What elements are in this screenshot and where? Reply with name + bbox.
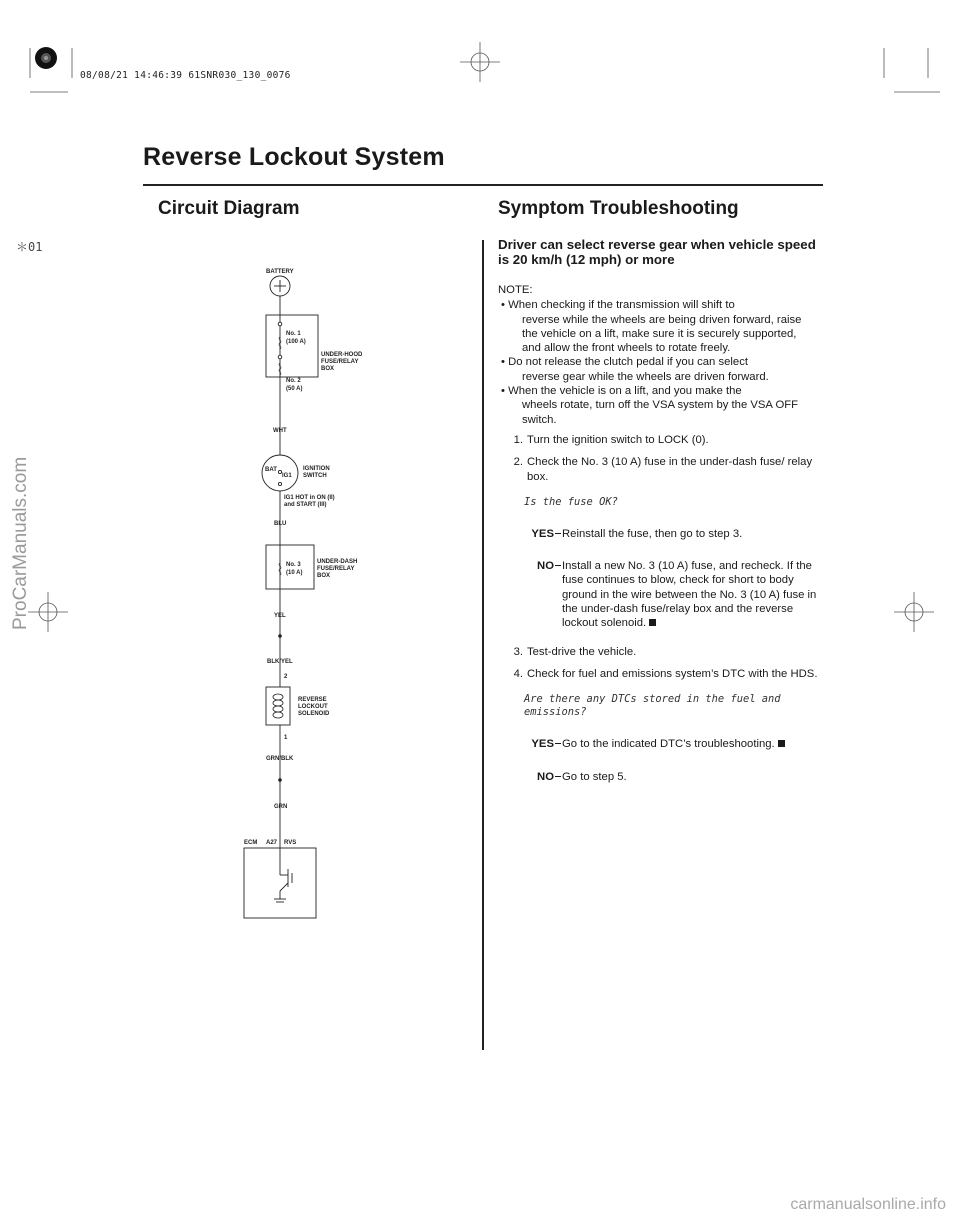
label-wire-blk-yel: BLK/YEL: [267, 659, 293, 665]
step-4: [498, 667, 818, 681]
circuit-diagram: [236, 265, 386, 925]
label-wire-grn-blk: GRN/BLK: [266, 756, 294, 762]
label-solenoid-line2: LOCKOUT: [298, 704, 328, 710]
label-solenoid-line3: SOLENOID: [298, 711, 330, 717]
end-mark-icon: [778, 740, 785, 747]
label-underdash-line3: BOX: [317, 573, 331, 579]
label-underhood-line2: FUSE/RELAY: [321, 359, 359, 365]
label-pin-2: 2: [284, 674, 288, 680]
label-solenoid-line1: REVERSE: [298, 697, 327, 703]
step-text: Check the No. 3 (10 A) fuse in the under-dash fuse/ relay box.: [527, 456, 813, 483]
label-wire-grn: GRN: [274, 804, 288, 810]
label-ignition-line1: IGNITION: [303, 466, 330, 472]
note-item: • Do not release the clutch pedal if you can select reverse gear while the wheels are driven forward.: [498, 355, 818, 384]
label-wire-wht: WHT: [273, 428, 287, 434]
label-fuse2-rating: (50 A): [286, 386, 303, 392]
note-text-rest: reverse while the wheels are being driven forward, raise the vehicle on a lift, make sure it is securely supported, and allow the front wheels to rotate freely.: [522, 313, 802, 355]
label-ecm: ECM: [244, 840, 258, 846]
title-rule: [143, 184, 823, 186]
question-dtcs-stored: Are there any DTCs stored in the fuel and emissions?: [524, 693, 781, 719]
no-label: NO: [537, 770, 554, 783]
label-ecm-signal: RVS: [284, 840, 297, 846]
label-ignition-line2: SWITCH: [303, 473, 327, 479]
step-number: 2.: [513, 456, 523, 469]
step-number: 1.: [513, 433, 523, 446]
answer-dash: [555, 770, 561, 777]
question-fuse-ok: Is the fuse OK?: [524, 495, 618, 508]
answer-yes-1: [498, 527, 818, 541]
label-fuse1-rating: (100 A): [286, 339, 306, 345]
section-title-symptom-troubleshooting: Symptom Troubleshooting: [498, 198, 739, 219]
answer-dash: [555, 737, 561, 744]
label-underdash-line1: UNDER-DASH: [317, 559, 358, 565]
step-number: 4.: [513, 667, 523, 680]
symptom-heading: Driver can select reverse gear when vehicle speed is 20 km/h (12 mph) or more: [498, 237, 816, 267]
print-stamp: 08/08/21 14:46:39 61SNR030_130_0076: [80, 70, 291, 81]
answer-no-1: [498, 559, 818, 630]
note-text-first: Do not release the clutch pedal if you can select: [508, 356, 748, 369]
answer-text: Install a new No. 3 (10 A) fuse, and recheck. If the fuse continues to blow, check for short to body ground in the wire between the No. 3 (10 A) fuse in the under-dash fuse/relay box and the reverse lockout solenoid.: [562, 560, 817, 630]
step-1: [498, 433, 818, 447]
label-underhood-line3: BOX: [321, 366, 335, 372]
note-text-first: When checking if the transmission will shift to: [508, 299, 735, 312]
label-ecm-pin: A27: [266, 840, 278, 846]
label-underdash-line2: FUSE/RELAY: [317, 566, 355, 572]
label-wire-yel: YEL: [274, 613, 286, 619]
answer-text: Go to step 5.: [562, 770, 627, 783]
step-text: Check for fuel and emissions system’s DTC with the HDS.: [527, 667, 818, 680]
section-title-circuit-diagram: Circuit Diagram: [158, 198, 300, 219]
answer-text: Reinstall the fuse, then go to step 3.: [562, 527, 743, 540]
note-text-rest: reverse gear while the wheels are driven forward.: [522, 370, 769, 383]
page-title: Reverse Lockout System: [143, 143, 445, 171]
answer-yes-2: [498, 737, 818, 751]
note-text-first: When the vehicle is on a lift, and you make the: [508, 385, 742, 398]
step-text: Turn the ignition switch to LOCK (0).: [527, 433, 709, 446]
label-fuse2-name: No. 2: [286, 378, 301, 384]
side-watermark: ProCarManuals.com: [10, 456, 31, 630]
column-divider: [482, 240, 484, 1050]
yes-label: YES: [531, 527, 554, 540]
answer-dash: [555, 527, 561, 534]
note-item: • When the vehicle is on a lift, and you make the wheels rotate, turn off the VSA system by the VSA OFF switch.: [498, 384, 818, 427]
bottom-watermark: carmanualsonline.info: [790, 1196, 946, 1213]
yes-label: YES: [531, 738, 554, 751]
note-item: • When checking if the transmission will shift to reverse while the wheels are being driven forward, raise the vehicle on a lift, make sure it is securely supported, and allow the front wheels to rotate freely.: [498, 298, 818, 355]
label-fuse1-name: No. 1: [286, 331, 301, 337]
note-text-rest: wheels rotate, turn off the VSA system by the VSA OFF switch.: [522, 399, 799, 426]
note-label: NOTE:: [498, 284, 533, 296]
step-text: Test-drive the vehicle.: [527, 645, 637, 658]
label-ig1-note-line2: and START (III): [284, 502, 327, 508]
label-underhood-line1: UNDER-HOOD: [321, 352, 363, 358]
label-ign-bat: BAT: [265, 467, 277, 473]
label-ig1-note-line1: IG1 HOT in ON (II): [284, 495, 335, 501]
margin-mark: ＊01: [16, 240, 43, 254]
label-fuse3-name: No. 3: [286, 562, 301, 568]
label-battery: BATTERY: [266, 269, 294, 275]
step-2: [498, 455, 818, 484]
answer-text: Go to the indicated DTC’s troubleshooting.: [562, 738, 775, 751]
answer-dash: [555, 559, 561, 566]
answer-no-2: [498, 770, 818, 784]
label-fuse3-rating: (10 A): [286, 570, 303, 576]
label-pin-1: 1: [284, 735, 288, 741]
step-3: [498, 645, 818, 659]
label-wire-blu: BLU: [274, 521, 287, 527]
troubleshooting-panel: [498, 238, 818, 784]
label-ign-ig1: IG1: [282, 473, 292, 479]
step-number: 3.: [513, 645, 523, 658]
end-mark-icon: [649, 619, 656, 626]
no-label: NO: [537, 560, 554, 573]
